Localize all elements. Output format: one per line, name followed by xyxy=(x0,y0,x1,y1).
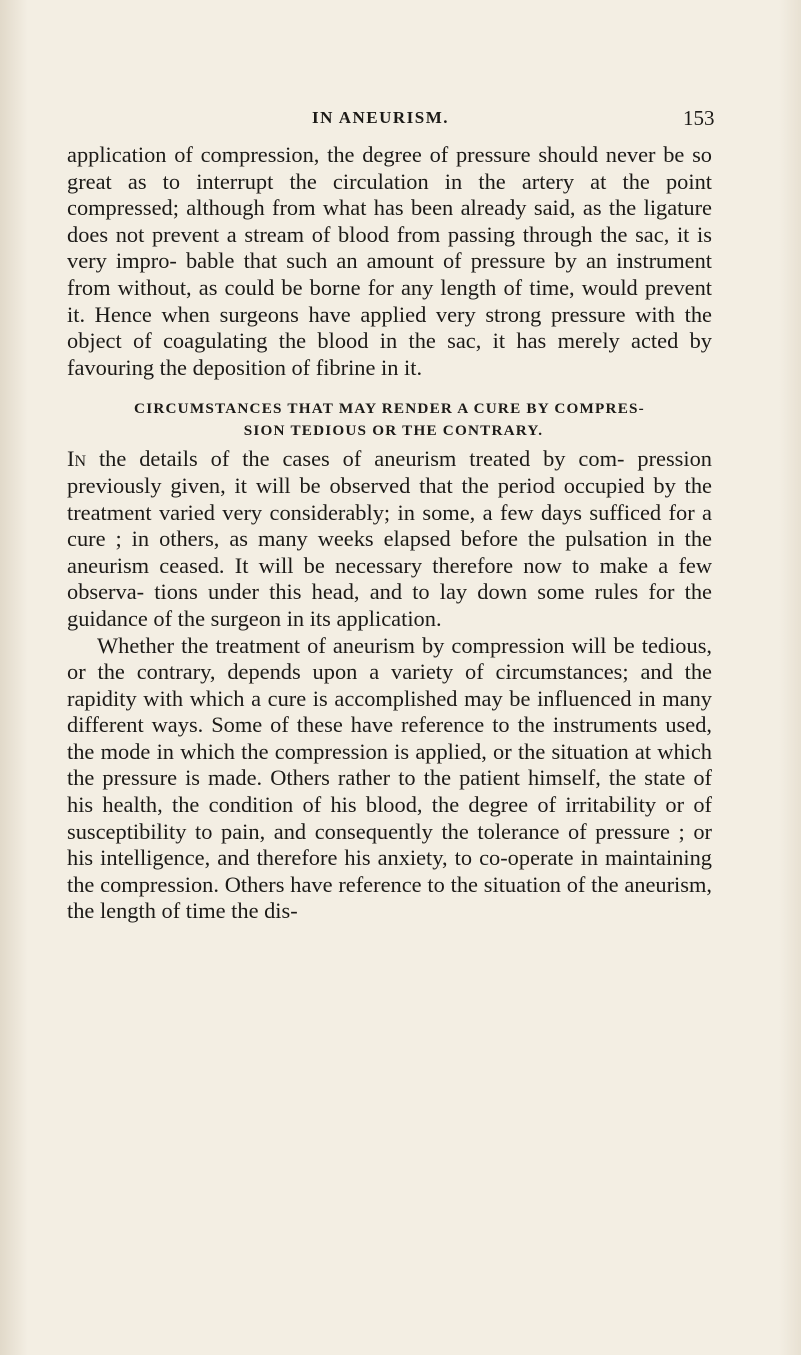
body-text xyxy=(67,142,712,925)
paragraph-initial-word: In xyxy=(67,446,87,472)
running-title: IN ANEURISM. xyxy=(312,108,450,127)
section-heading xyxy=(67,398,712,442)
section-heading-line-2: SION TEDIOUS OR THE CONTRARY. xyxy=(243,422,544,440)
paragraph-continued: application of compression, the degree of pressure should never be so great as to interrupt the circulation in the artery at the point compressed; although from what has been already said, as the ligature does not prevent a stream of blood from passing through the sac, it is very impro- bable that such an amount of pressure by an instrument from without, as could be borne for any length of time, would prevent it. Hence when surgeons have applied very strong pressure with the object of coagulating the blood in the sac, it has merely acted by favouring the deposition of fibrine in it. xyxy=(67,142,712,380)
page-number: 153 xyxy=(683,106,715,130)
paragraph-whether: Whether the treatment of aneurism by compression will be tedious, or the contrary, depends upon a variety of circumstances; and the rapidity with which a cure is accomplished may be influenced in many different ways. Some of these have reference to the instruments used, the mode in which the compression is applied, or the situation at which the pressure is made. Others rather to the patient himself, the state of his health, the condition of his blood, the degree of irritability or of susceptibility to pain, and consequently the tolerance of pressure ; or his intelligence, and therefore his anxiety, to co-operate in maintaining the compression. Others have reference to the situation of the aneurism, the length of time the dis- xyxy=(67,632,712,924)
running-head xyxy=(0,108,801,134)
paragraph-details xyxy=(67,446,712,632)
section-heading-line-1: CIRCUMSTANCES THAT MAY RENDER A CURE BY COMPRES- xyxy=(134,400,645,418)
paragraph-details-text: the details of the cases of aneurism treated by com- pression previously given, it will be observed that the period occupied by the treatment varied very considerably; in some, a few days sufficed for a cure ; in others, as many weeks elapsed before the pulsation in the aneurism ceased. It will be necessary therefore now to make a few observa- tions under this head, and to lay down some rules for the guidance of the surgeon in its application. xyxy=(67,446,712,631)
